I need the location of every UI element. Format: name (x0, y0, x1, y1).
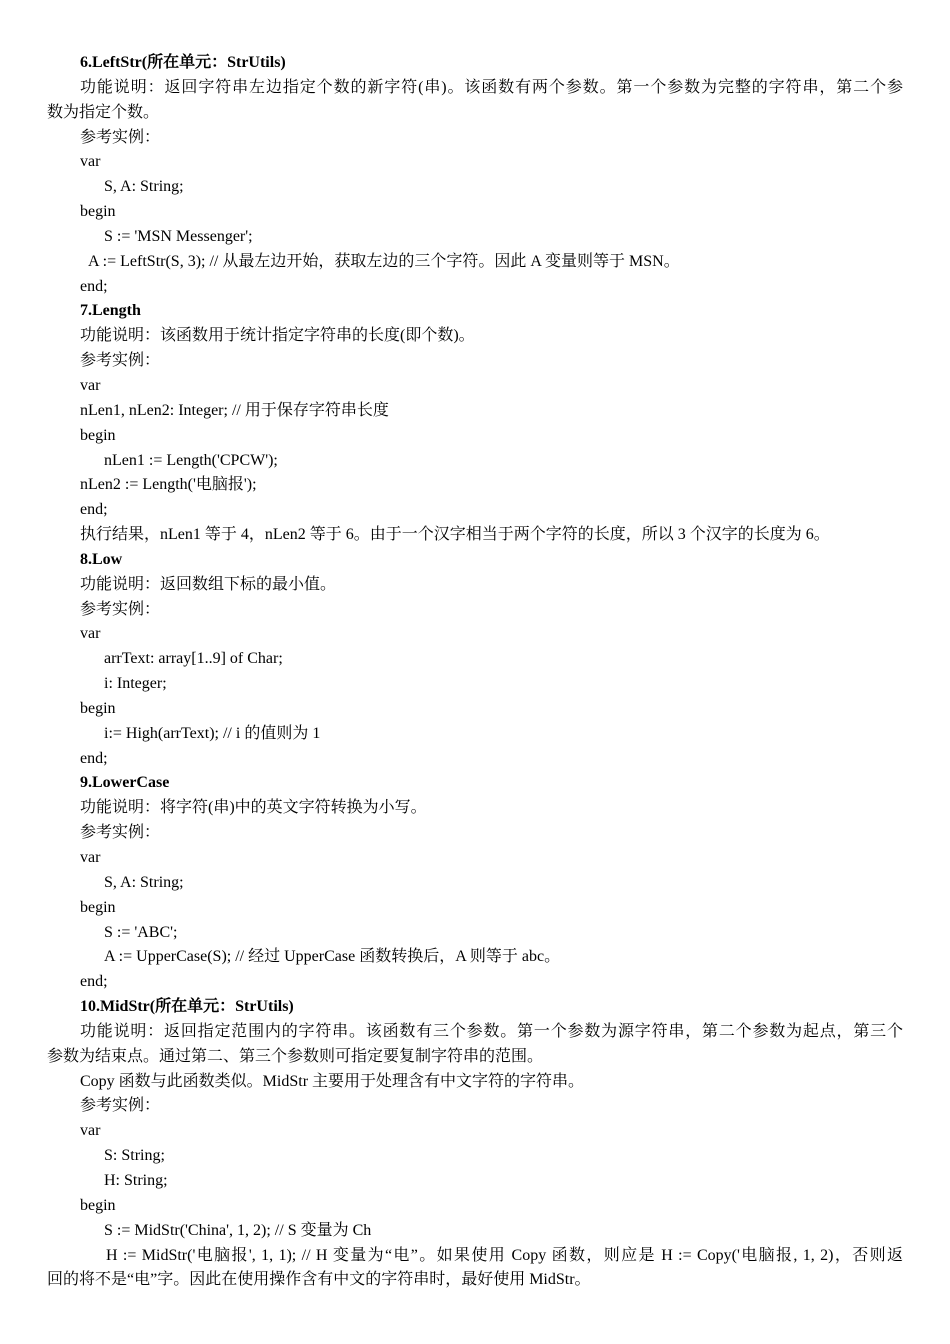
code-line: 回的将不是“电”字。因此在使用操作含有中文的字符串时，最好使用 MidStr。 (47, 1271, 591, 1289)
midstr-description: 功能说明：返回指定范围内的字符串。该函数有三个参数。第一个参数为源字符串，第二个参数为起点，第三个 (80, 1022, 903, 1040)
section-heading-midstr: 10.MidStr(所在单元：StrUtils) (80, 998, 294, 1016)
section-heading-length: 7.Length (80, 302, 141, 320)
section-heading-leftstr: 6.LeftStr(所在单元：StrUtils) (80, 54, 286, 71)
midstr-description-cont: 参数为结束点。通过第二、第三个参数则可指定要复制字符串的范围。 (47, 1047, 544, 1065)
code-line: end; (80, 501, 108, 519)
section-heading-lowercase: 9.LowerCase (80, 774, 170, 792)
code-line: begin (80, 426, 116, 444)
code-line: begin (80, 699, 116, 717)
code-line: S := 'ABC'; (104, 923, 178, 941)
code-line: S, A: String; (104, 873, 184, 891)
lowercase-example-label: 参考实例： (80, 824, 161, 842)
code-line: begin (80, 898, 116, 916)
document-page (0, 51, 950, 1293)
code-line: nLen2 := Length('电脑报'); (80, 476, 257, 494)
code-line: var (80, 376, 101, 394)
code-line: A := LeftStr(S, 3); // 从最左边开始，获取左边的三个字符。因此 A 变量则等于 MSN。 (88, 252, 680, 270)
code-line: S := MidStr('China', 1, 2); // S 变量为 Ch (104, 1221, 372, 1239)
code-line: nLen1 := Length('CPCW'); (104, 451, 278, 469)
code-line: H := MidStr('电脑报', 1, 1); // H 变量为“电”。如果使用 Copy 函数，则应是 H := Copy('电脑报, 1, 2)，否则返 (106, 1246, 903, 1264)
length-example-label: 参考实例： (80, 352, 161, 370)
midstr-example-label: 参考实例： (80, 1097, 161, 1115)
code-line: var (80, 1122, 101, 1140)
section-heading-low: 8.Low (80, 550, 123, 568)
code-line: end; (80, 973, 108, 991)
code-line: begin (80, 203, 116, 221)
lowercase-description: 功能说明：将字符(串)中的英文字符转换为小写。 (80, 799, 427, 817)
code-line: var (80, 625, 101, 643)
code-line: i: Integer; (104, 675, 167, 693)
code-line: S := 'MSN Messenger'; (104, 227, 253, 245)
code-line: end; (80, 749, 108, 767)
code-line: H: String; (104, 1171, 168, 1189)
midstr-description-note: Copy 函数与此函数类似。MidStr 主要用于处理含有中文字符的字符串。 (80, 1072, 585, 1090)
leftstr-example-label: 参考实例： (80, 128, 161, 146)
code-line: S: String; (104, 1147, 165, 1165)
code-line: i:= High(arrText); // i 的值则为 1 (104, 724, 321, 742)
low-description: 功能说明：返回数组下标的最小值。 (80, 575, 337, 593)
length-result: 执行结果，nLen1 等于 4，nLen2 等于 6。由于一个汉字相当于两个字符的长度，所以 3 个汉字的长度为 6。 (80, 526, 830, 544)
leftstr-description: 功能说明：返回字符串左边指定个数的新字符(串)。该函数有两个参数。第一个参数为完整的字符串，第二个参 (80, 78, 903, 96)
code-line: nLen1, nLen2: Integer; // 用于保存字符串长度 (80, 401, 389, 419)
code-line: arrText: array[1..9] of Char; (104, 650, 283, 668)
low-example-label: 参考实例： (80, 600, 161, 618)
code-line: A := UpperCase(S); // 经过 UpperCase 函数转换后，A 则等于 abc。 (104, 948, 561, 966)
code-line: end; (80, 277, 108, 295)
code-line: var (80, 153, 101, 171)
code-line: begin (80, 1196, 116, 1214)
length-description: 功能说明：该函数用于统计指定字符串的长度(即个数)。 (80, 327, 475, 345)
code-line: S, A: String; (104, 178, 184, 196)
code-line: var (80, 849, 101, 866)
leftstr-description-cont: 数为指定个数。 (47, 103, 160, 121)
